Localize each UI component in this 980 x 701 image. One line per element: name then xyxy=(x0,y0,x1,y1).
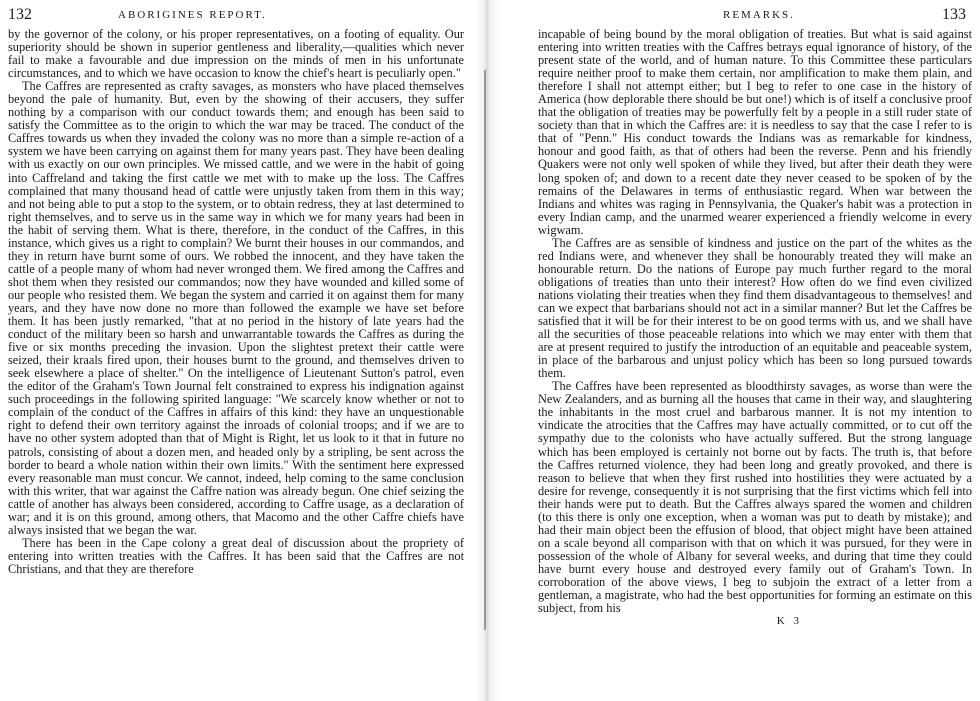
right-page xyxy=(500,0,980,701)
left-page xyxy=(0,0,474,701)
running-head: ABORIGINES REPORT. xyxy=(118,9,267,21)
paragraph: There has been in the Cape colony a great deal of discussion about the propriety of entering into written treaties with the Caffres. It has been said that the Caffres are not Christians, and that they are therefore xyxy=(8,535,464,576)
paragraph: The Caffres have been represented as bloodthirsty savages, as worse than were the New Zealanders, and as burning all the houses that came in their way, and slaughtering the inhabitants in the most cruel and barbarous manner. It is not my intention to vindicate the atrocities that the Caffres may have actually committed, or to cut off the sympathy due to the colonists who have actually suffered. But the strong language which has been employed is certainly not borne out by facts. The truth is, that before the Caffres returned violence, they had been long and greatly provoked, and there is reason to believe that when they first rushed into hostilities they were actuated by a desire for revenge, consequently it is not surprising that the first victims which fell into their hands were put to death. But the Caffres always spared the women and children (to this there is only one exception, when a woman was put to death by mistake); and had their main object been the effusion of blood, that object might have been attained on a scale beyond all comparison with that on which it was pursued, for they were in possession of the whole of Albany for several weeks, and during that time they could have burnt every house and destroyed every family out of Graham's Town. In corroboration of the above views, I beg to subjoin the extract of a letter from a gentleman, a magistrate, who had the best opportunities for forming an estimate on this subject, from his xyxy=(538,379,972,616)
paragraph: The Caffres are as sensible of kindness and justice on the part of the whites as the red Indians were, and whenever they shall be honourably treated they will make an honourable return. Do the nations of Europe pay much further regard to the moral obligations of treaties than unto their interest? How often do we find even civilized nations violating their treaties when they find them disadvantageous to themselves! and can we expect that barbarians should not act in a similar manner? But let the Caffres be satisfied that it will be for their interest to be on good terms with us, and we shall have all the securities of those peaceable relations into which we may enter with them that are at present required to justify the introduction of an equitable and peaceable system, in place of the barbarous and unjust policy which has been so long pursued towards them. xyxy=(538,235,972,381)
paragraph: by the governor of the colony, or his proper representatives, on a footing of equality. Our superiority should be shown in superior gentleness and liberality,—qualities which never fail to make a favourable and due impression on the minds of men in his unfortunate circumstances, and to which we have occasion to know the chief's heart is peculiarly open." xyxy=(8,27,464,81)
paragraph: incapable of being bound by the moral obligation of treaties. But what is said against entering into written treaties with the Caffres betrays equal ignorance of history, of the present state of the world, and of human nature. To this Committee these particulars require neither proof to make them certain, nor amplification to make them plain, and therefore I shall not attempt either; but I beg to refer to one case in the history of America (how deplorable there should be but one!) which is of itself a conclusive proof that the obligation of treaties may be powerfully felt by a people in a still ruder state of society than that in which the Caffres are: it is needless to say that the case I refer to is that of "Penn." His conduct towards the Indians was as remarkable for kindness, honour and good faith, as that of others had been the reverse. Penn and his friendly Quakers were not only well spoken of while they lived, but after their death they were long spoken of; and down to a recent date they never ceased to be spoken of by the remains of the Delawares in terms of enthusiastic regard. When war between the Indians and whites was raging in Pennsylvania, the Quaker's habit was a protection in every Indian camp, and the unarmed wearer experienced a friendly welcome in every wigwam. xyxy=(538,27,972,237)
book-gutter xyxy=(474,0,500,701)
right-page-header xyxy=(538,6,972,28)
gutter-shadow-line xyxy=(484,70,486,630)
paragraph: The Caffres are represented as crafty savages, as monsters who have placed themselves beyond the pale of humanity. But, even by the showing of their accusers, they suffer nothing by a comparison with our conduct towards them; and enough has been said to satisfy the Committee as to the origin to which the war may be traced. The conduct of the Caffres towards us when they invaded the colony was no more than a simple re-action of a system we have been carrying on against them for many years past. They have been dealing with us exactly on our own principles. We missed cattle, and we were in the habit of going into Caffreland and taking the first cattle we met with to make up the loss. The Caffres complained that many thousand head of cattle were unjustly taken from them in this way; and not being able to put a stop to the system, or to obtain redress, they at last determined to right themselves, and to serve us in the same way in which we for many years had been in the habit of serving them. What is there, therefore, in the conduct of the Caffres, in this instance, which gives us a right to complain? We burnt their houses in our commandos, and they in return have burnt some of ours. We robbed the innocent, and they have taken the cattle of a people many of whom had never wronged them. We fired among the Caffres and shot them when they resisted our commandos; now they have wounded and killed some of our people who resisted them. We began the system and carried it on against them for many years, and they have now done no more than followed the example we have set before them. It has been justly remarked, "that at no period in the history of late years had the conduct of the military been so harsh and unwarrantable towards the Caffres as during the five or six months preceding the invasion. Upon the slightest pretext their cattle were seized, their kraals fired upon, their houses burnt to the ground, and themselves driven to seek elsewhere a place of shelter." On the intelligence of Lieutenant Sutton's patrol, even the editor of the Graham's Town Journal felt constrained to express his indignation against such proceedings in the following spirited language: "We scarcely know whether or not to complain of the conduct of the Caffres in affairs of this kind: they have an unquestionable right to defend their own territory against the inroads of colonial troops; and if we are to have no other system adopted than that of Might is Right, let us look to it that in future no patrols, consisting of about a dozen men, and headed only by a stripling, be sent across the border to beard a whole nation within their own limits." With the sentiment here expressed every reasonable man must concur. We cannot, indeed, help coming to the same conclusion with this writer, that war against the Caffre nation was already begun. One chief seizing the cattle of another has always been considered, according to Caffre usage, as a declaration of war; and it is on this ground, among others, that Macomo and the other Caffre chiefs have always insisted that we began the war. xyxy=(8,79,464,537)
left-page-body xyxy=(8,28,464,576)
page-number: 133 xyxy=(942,6,966,23)
running-head: REMARKS. xyxy=(723,9,795,21)
right-page-body xyxy=(538,28,972,627)
page-number: 132 xyxy=(8,6,32,23)
left-page-header xyxy=(8,6,464,28)
signature-mark: K 3 xyxy=(776,615,802,628)
